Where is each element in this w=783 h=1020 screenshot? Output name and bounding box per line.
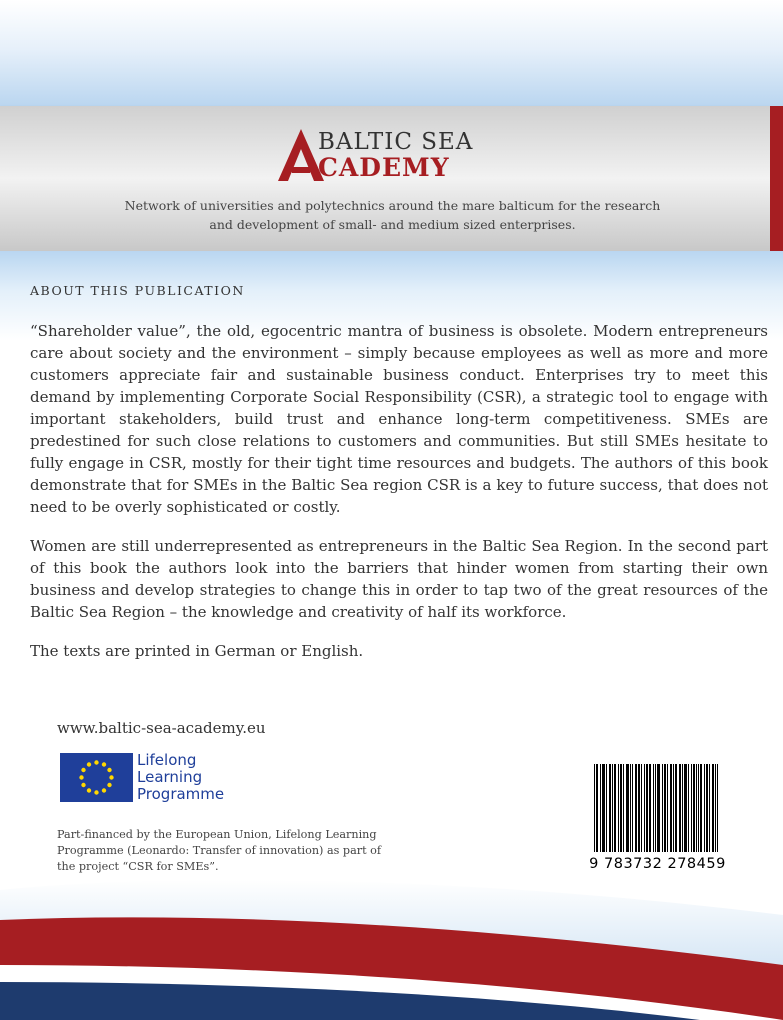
barcode-bar	[609, 764, 610, 852]
barcode-bar	[641, 764, 642, 852]
barcode-bar	[667, 764, 668, 852]
barcode-bar	[639, 764, 640, 852]
baltic-sea-academy-logo	[278, 125, 478, 185]
barcode-bar	[691, 764, 692, 852]
website-link[interactable]: www.baltic-sea-academy.eu	[57, 719, 266, 737]
eu-star-icon	[107, 783, 111, 787]
barcode-bar	[688, 764, 689, 852]
barcode-bar	[682, 764, 683, 852]
barcode-bar	[685, 764, 686, 852]
network-tagline: Network of universities and polytechnics around the mare balticum for the research and development of small- and medium sized enterprises.	[124, 198, 661, 232]
eu-star-icon	[81, 783, 85, 787]
eu-star-icon	[102, 788, 106, 792]
eu-star-icon	[81, 768, 85, 772]
paragraph-women-entrepreneurs: Women are still underrepresented as entrepreneurs in the Baltic Sea Region. In the second part of this book the authors look into the barriers that hinder women from starting their own business and develop strategies to change this in order to tap two of the great resources of the Baltic Sea Region – the knowledge and creativity of half its workforce.	[30, 537, 768, 621]
barcode-bar	[670, 764, 671, 852]
barcode-bar	[664, 764, 665, 852]
barcode-bar	[646, 764, 647, 852]
eu-star-icon	[94, 790, 98, 794]
barcode-bar	[679, 764, 680, 852]
barcode-bar	[709, 764, 710, 852]
barcode-bar	[717, 764, 718, 852]
logo-text-academy: CADEMY	[318, 153, 450, 182]
financing-note: Part-financed by the European Union, Lifelong Learning Programme (Leonardo: Transfer of innovation) as part of the project “CSR for SMEs”.	[57, 828, 382, 873]
barcode-bar	[650, 764, 651, 852]
barcode-bar	[700, 764, 701, 852]
barcode-bar	[596, 764, 597, 852]
barcode-bar	[606, 764, 607, 852]
barcode-bar	[704, 764, 705, 852]
isbn-barcode	[580, 752, 735, 879]
barcode-bar	[693, 764, 694, 852]
barcode-bar	[627, 764, 628, 852]
barcode-bar	[680, 764, 681, 852]
barcode-bar	[657, 764, 658, 852]
barcode-bar	[628, 764, 629, 852]
barcode-bar	[630, 764, 631, 852]
eu-star-icon	[107, 768, 111, 772]
barcode-bar	[620, 764, 621, 852]
barcode-bar	[623, 764, 624, 852]
barcode-bar	[621, 764, 622, 852]
barcode-bar	[671, 764, 672, 852]
top-sky-gradient	[0, 0, 783, 110]
barcode-bar	[686, 764, 687, 852]
barcode-bar	[603, 764, 604, 852]
eu-star-icon	[102, 762, 106, 766]
barcode-bar	[602, 764, 603, 852]
programme-line-1: Lifelong	[137, 751, 197, 769]
barcode-bar	[659, 764, 660, 852]
barcode-bar	[662, 764, 663, 852]
barcode-bar	[604, 764, 605, 852]
barcode-bar	[713, 764, 714, 852]
barcode-bar	[594, 764, 595, 852]
barcode-bar	[636, 764, 637, 852]
barcode-bar	[626, 764, 627, 852]
bottom-waves-decoration	[0, 870, 783, 1020]
barcode-bar	[715, 764, 716, 852]
barcode-bar	[635, 764, 636, 852]
barcode-bars	[594, 764, 721, 852]
barcode-bar	[632, 764, 633, 852]
barcode-bar	[712, 764, 713, 852]
barcode-bar	[618, 764, 619, 852]
barcode-bar	[684, 764, 685, 852]
barcode-bar	[610, 764, 611, 852]
programme-line-2: Learning	[137, 768, 203, 786]
paragraph-csr: “Shareholder value”, the old, egocentric mantra of business is obsolete. Modern entrepreneurs care about society and the environment – simply because employees as well as more and more customers appreciate fair and sustainable business conduct. Enterprises try to meet this demand by implementing Corporate Social Responsibility (CSR), a strategic tool to engage with important stakeholders, build trust and enhance long-term competitiveness. SMEs are predestined for such close relations to customers and communities. But still SMEs hesitate to fully engage in CSR, mostly for their tight time resources and budgets. The authors of this book demonstrate that for SMEs in the Baltic Sea region CSR is a key to future success, that does not need to be overly sophisticated or costly.	[30, 322, 768, 516]
barcode-bar	[658, 764, 659, 852]
barcode-bar	[694, 764, 695, 852]
barcode-bar	[675, 764, 676, 852]
lifelong-learning-programme-logo	[137, 752, 224, 803]
programme-line-3: Programme	[137, 785, 225, 803]
section-heading: ABOUT THIS PUBLICATION	[30, 283, 245, 298]
barcode-bar	[597, 764, 598, 852]
barcode-bar	[649, 764, 650, 852]
barcode-bar	[676, 764, 677, 852]
banner-red-edge	[770, 106, 783, 251]
eu-star-icon	[79, 775, 83, 779]
barcode-bar	[614, 764, 615, 852]
barcode-bar	[706, 764, 707, 852]
barcode-bar	[612, 764, 613, 852]
barcode-bar	[696, 764, 697, 852]
barcode-bar	[707, 764, 708, 852]
barcode-bar	[701, 764, 702, 852]
eu-star-icon	[94, 760, 98, 764]
barcode-bar	[647, 764, 648, 852]
barcode-bar	[653, 764, 654, 852]
eu-star-icon	[87, 788, 91, 792]
barcode-bar	[615, 764, 616, 852]
eu-flag-icon	[60, 753, 133, 802]
barcode-bar	[655, 764, 656, 852]
paragraph-languages: The texts are printed in German or English.	[30, 642, 364, 660]
barcode-bar	[644, 764, 645, 852]
barcode-bar	[638, 764, 639, 852]
barcode-bar	[673, 764, 674, 852]
eu-star-icon	[87, 762, 91, 766]
barcode-bar	[698, 764, 699, 852]
logo-text-baltic-sea: BALTIC SEA	[318, 129, 474, 155]
eu-star-icon	[109, 775, 113, 779]
isbn-number: 9 783732 278459	[589, 856, 726, 872]
barcode-bar	[665, 764, 666, 852]
barcode-bar	[600, 764, 601, 852]
